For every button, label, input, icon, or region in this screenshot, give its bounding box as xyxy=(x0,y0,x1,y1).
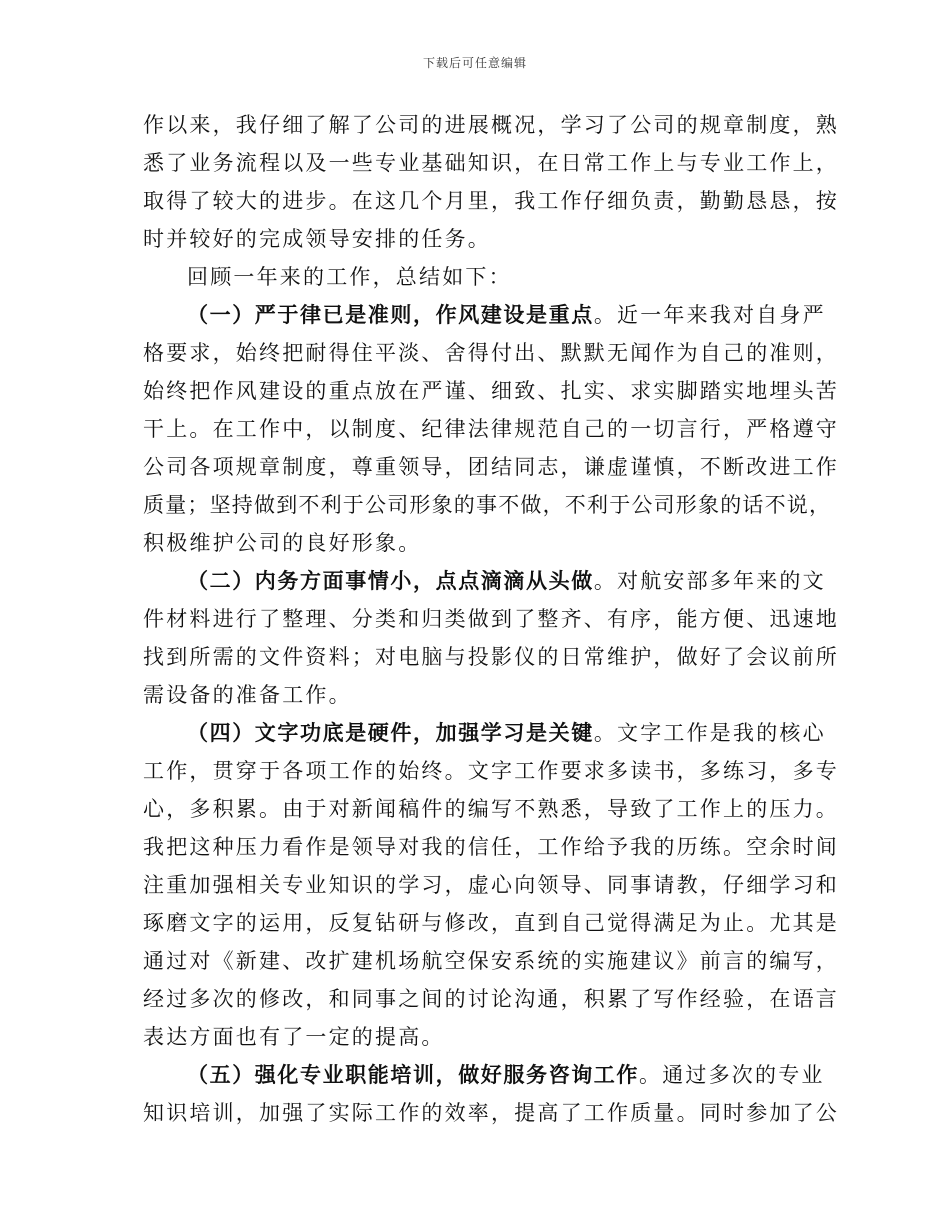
text-line: 通过对《新建、改扩建机场航空保安系统的实施建议》前言的编写， xyxy=(143,949,839,973)
section-lead-text: 。对航安部多年来的文 xyxy=(593,569,826,593)
text-line: 积极维护公司的良好形象。 xyxy=(143,531,422,555)
text-line: 回顾一年来的工作，总结如下： xyxy=(187,265,512,289)
text-line: 工作，贯穿于各项工作的始终。文字工作要求多读书，多练习，多专 xyxy=(143,759,839,783)
text-line: 质量；坚持做到不利于公司形象的事不做，不利于公司形象的话不说， xyxy=(143,493,832,517)
paragraph-summary-intro xyxy=(143,258,823,296)
section-first-line xyxy=(143,296,826,334)
text-line: 我把这种压力看作是领导对我的信任，工作给予我的历练。空余时间 xyxy=(143,835,839,859)
paragraph-intro xyxy=(143,106,839,258)
paragraph-section-1 xyxy=(143,296,839,562)
text-line: 悉了业务流程以及一些专业基础知识，在日常工作上与专业工作上， xyxy=(143,151,839,175)
section-heading: （二）内务方面事情小，点点滴滴从头做 xyxy=(187,568,594,593)
text-line: 注重加强相关专业知识的学习，虚心向领导、同事请教，仔细学习和 xyxy=(143,873,839,897)
section-first-line xyxy=(143,1056,823,1094)
text-line: 表达方面也有了一定的提高。 xyxy=(143,1025,445,1049)
text-line: 时并较好的完成领导安排的任务。 xyxy=(143,227,491,251)
text-line: 干上。在工作中，以制度、纪律法律规范自己的一切言行，严格遵守 xyxy=(143,417,839,441)
section-heading: （五）强化专业职能培训，做好服务咨询工作 xyxy=(187,1062,639,1087)
text-line: 经过多次的修改，和同事之间的讨论沟通，积累了写作经验，在语言 xyxy=(143,987,839,1011)
section-heading: （四）文字功底是硬件，加强学习是关键 xyxy=(187,720,594,745)
text-line: 知识培训，加强了实际工作的效率，提高了工作质量。同时参加了公 xyxy=(143,1101,839,1125)
page-header: 下载后可任意编辑 xyxy=(422,56,527,70)
text-line: 作以来，我仔细了解了公司的进展概况，学习了公司的规章制度，熟 xyxy=(143,113,839,137)
section-heading: （一）严于律已是准则，作风建设是重点 xyxy=(187,302,594,327)
section-first-line xyxy=(143,714,826,752)
text-line: 琢磨文字的运用，反复钻研与修改，直到自己觉得满足为止。尤其是 xyxy=(143,911,839,935)
paragraph-section-2 xyxy=(143,562,839,714)
section-lead-text: 。近一年来我对自身严 xyxy=(593,303,826,327)
text-line: 公司各项规章制度，尊重领导，团结同志，谦虚谨慎，不断改进工作 xyxy=(143,455,839,479)
paragraph-section-4 xyxy=(143,714,839,1056)
text-line: 需设备的准备工作。 xyxy=(143,683,352,707)
section-lead-text: 。通过多次的专业 xyxy=(639,1063,825,1087)
text-line: 取得了较大的进步。在这几个月里，我工作仔细负责，勤勤恳恳，按 xyxy=(143,189,839,213)
text-line: 找到所需的文件资料；对电脑与投影仪的日常维护，做好了会议前所 xyxy=(143,645,839,669)
paragraph-section-5 xyxy=(143,1056,839,1132)
text-line: 始终把作风建设的重点放在严谨、细致、扎实、求实脚踏实地埋头苦 xyxy=(143,379,839,403)
text-line: 心，多积累。由于对新闻稿件的编写不熟悉，导致了工作上的压力。 xyxy=(143,797,839,821)
section-lead-text: 。文字工作是我的核心 xyxy=(593,721,826,745)
document-body xyxy=(143,106,839,1132)
text-line: 件材料进行了整理、分类和归类做到了整齐、有序，能方便、迅速地 xyxy=(143,607,839,631)
section-first-line xyxy=(143,562,826,600)
text-line: 格要求，始终把耐得住平淡、舍得付出、默默无闻作为自己的准则， xyxy=(143,341,839,365)
